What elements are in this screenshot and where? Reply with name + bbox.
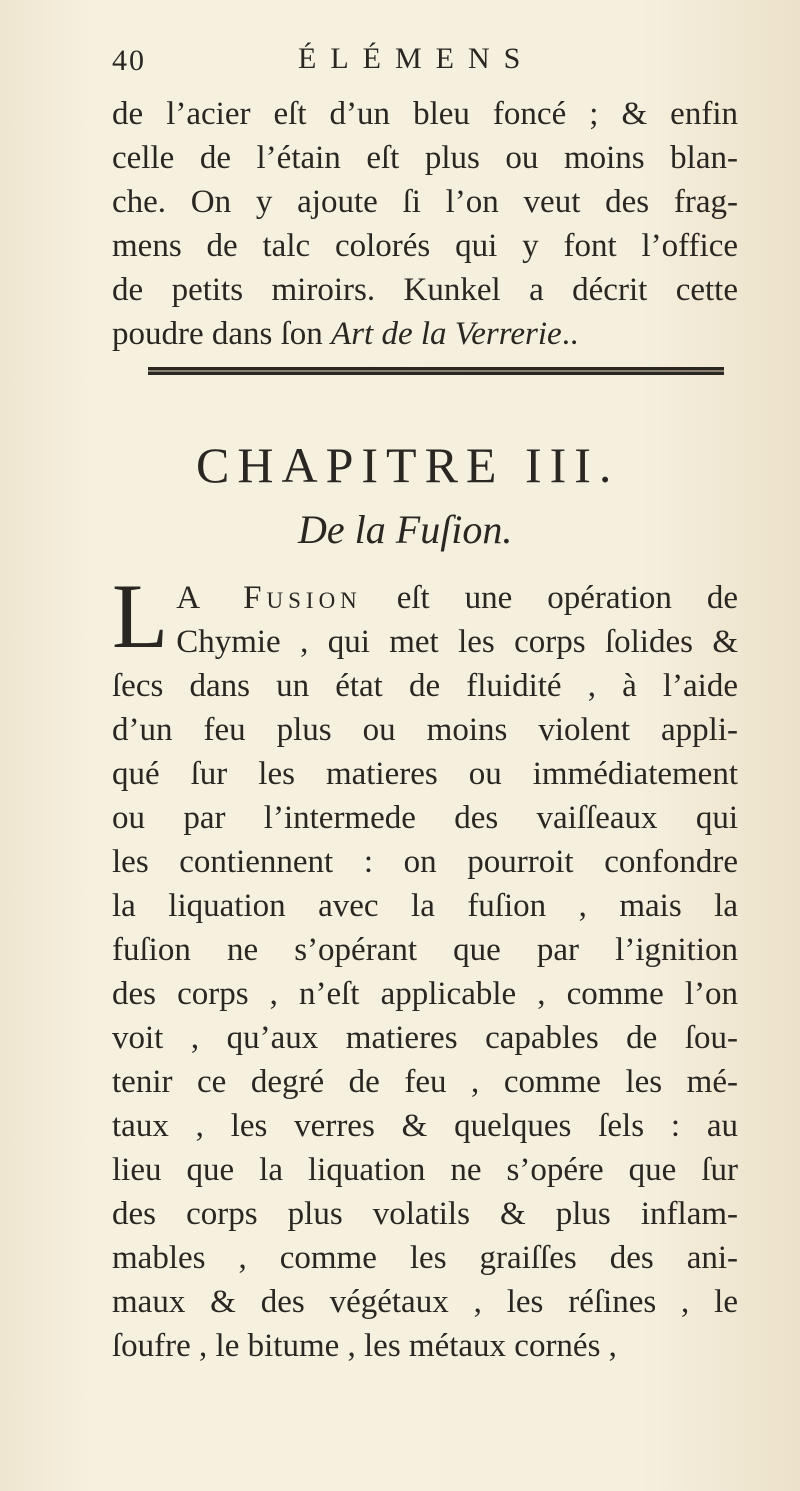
text-line: de petits miroirs. Kunkel a décrit cette (112, 272, 738, 308)
text-fragment: poudre dans ſon (112, 316, 332, 352)
chapter-subtitle: De la Fuſion. (298, 507, 513, 552)
text-line: mens de talc colorés qui y font l’office (112, 228, 738, 264)
text-line (112, 312, 738, 356)
text-line: des corps plus volatils & plus inflam- (112, 1196, 738, 1232)
drop-cap: L (112, 565, 169, 667)
text-line: mables , comme les graiſſes des ani- (112, 1240, 738, 1276)
text-line: voit , qu’aux matieres capables de ſou- (112, 1020, 738, 1056)
text-line: ſecs dans un état de fluidité , à l’aide (112, 668, 738, 704)
text-line: fuſion ne s’opérant que par l’ignition (112, 932, 738, 968)
paragraph-2 (112, 565, 738, 1368)
text-line: ſoufre , le bitume , les métaux cornés , (112, 1328, 617, 1364)
text-line: ou par l’intermede des vaiſſeaux qui (112, 800, 738, 836)
text-line: che. On y ajoute ſi l’on veut des frag- (112, 184, 738, 220)
text-line: d’un feu plus ou moins violent appli- (112, 712, 738, 748)
text-line: Chymie , qui met les corps ſolides & (176, 624, 738, 660)
book-title-italic: Art de la Verrerie (331, 316, 562, 352)
text-line: qué ſur les matieres ou immédiatement (112, 756, 738, 792)
text-line: les contiennent : on pourroit confondre (112, 844, 738, 880)
text-fragment: eſt une opération de (361, 580, 738, 616)
section-rule (148, 367, 724, 375)
text-line (112, 576, 738, 620)
text-line: la liquation avec la fuſion , mais la (112, 888, 738, 924)
text-line: lieu que la liquation ne s’opére que ſur (112, 1152, 738, 1188)
running-head: ÉLÉMENS (298, 42, 535, 75)
text-line: de l’acier eſt d’un bleu foncé ; & enfin (112, 96, 738, 132)
text-line: des corps , n’eſt applicable , comme l’on (112, 976, 738, 1012)
chapter-title: CHAPITRE III. (196, 437, 620, 493)
text-line: tenir ce degré de feu , comme les mé- (112, 1064, 738, 1100)
text-line: maux & des végétaux , les réſines , le (112, 1284, 738, 1320)
text-line: taux , les verres & quelques ſels : au (112, 1108, 738, 1144)
page-header (112, 42, 712, 92)
paragraph-1 (112, 92, 738, 356)
text-line: celle de l’étain eſt plus ou moins blan- (112, 140, 738, 176)
page-number: 40 (112, 44, 146, 77)
text-fragment: .. (561, 316, 579, 352)
smallcaps-lead: A Fusion (176, 580, 362, 616)
